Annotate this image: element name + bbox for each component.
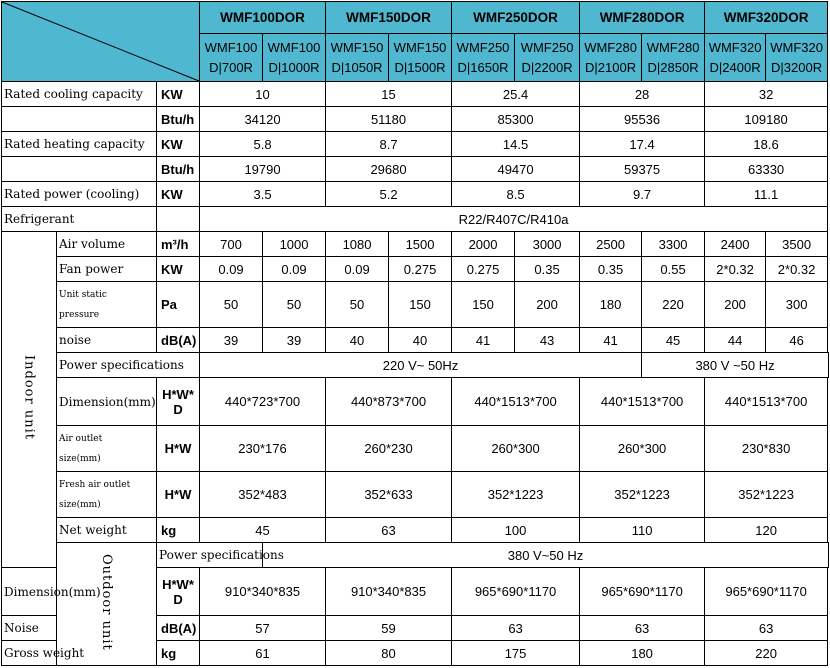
fresh-air-outlet-2: 352*1223 xyxy=(452,472,580,518)
noise-9: 46 xyxy=(766,328,828,353)
fan-power-4: 0.275 xyxy=(452,257,515,282)
fan-power-1: 0.09 xyxy=(263,257,326,282)
static-pressure-1: 50 xyxy=(263,282,326,328)
static-pressure-unit: Pa xyxy=(157,282,200,328)
cooling-unit-btu: Btu/h xyxy=(157,107,200,132)
heating-btu-0: 19790 xyxy=(200,157,326,182)
fan-power-8: 2*0.32 xyxy=(705,257,766,282)
indoor-dimension-4: 440*1513*700 xyxy=(705,378,828,426)
cooling-btu-1: 51180 xyxy=(326,107,452,132)
indoor-dimension-0: 440*723*700 xyxy=(200,378,326,426)
indoor-dimension-unit: H*W* D xyxy=(157,378,200,426)
cooling-btu-0: 34120 xyxy=(200,107,326,132)
air-volume-8: 2400 xyxy=(705,232,766,257)
submodel-header-8: WMF320 D|2400R xyxy=(705,34,766,82)
heating-btu-1: 29680 xyxy=(326,157,452,182)
static-pressure-0: 50 xyxy=(200,282,263,328)
net-weight-unit: kg xyxy=(157,518,200,543)
power-unit: KW xyxy=(157,182,200,207)
power-label: Rated power (cooling) xyxy=(2,182,157,207)
net-weight-0: 45 xyxy=(200,518,326,543)
noise-6: 41 xyxy=(580,328,642,353)
submodel-header-7: WMF280 D|2850R xyxy=(642,34,705,82)
outdoor-noise-4: 63 xyxy=(705,616,828,641)
noise-4: 41 xyxy=(452,328,515,353)
net-weight-4: 120 xyxy=(705,518,828,543)
cooling-kw-4: 32 xyxy=(705,82,828,107)
heating-kw-3: 17.4 xyxy=(580,132,705,157)
heating-label-blank xyxy=(2,157,157,182)
heating-kw-4: 18.6 xyxy=(705,132,828,157)
submodel-header-0: WMF100 D|700R xyxy=(200,34,263,82)
outdoor-noise-3: 63 xyxy=(580,616,705,641)
fan-power-label: Fan power xyxy=(57,257,157,282)
gross-weight-unit: kg xyxy=(157,641,200,666)
air-volume-unit: m³/h xyxy=(157,232,200,257)
air-volume-1: 1000 xyxy=(263,232,326,257)
submodel-header-9: WMF320 D|3200R xyxy=(766,34,828,82)
indoor-unit-group-label: Indoor unit xyxy=(2,232,57,568)
model-header-2: WMF250DOR xyxy=(452,2,580,34)
power-value-2: 8.5 xyxy=(452,182,580,207)
refrigerant-label: Refrigerant xyxy=(2,207,157,232)
outdoor-unit-group-label: Outdoor unit xyxy=(57,543,157,666)
heating-btu-3: 59375 xyxy=(580,157,705,182)
model-header-3: WMF280DOR xyxy=(580,2,705,34)
outdoor-dimension-unit: H*W* D xyxy=(157,568,200,616)
power-value-4: 11.1 xyxy=(705,182,828,207)
submodel-header-2: WMF150 D|1050R xyxy=(326,34,389,82)
cooling-btu-3: 95536 xyxy=(580,107,705,132)
air-volume-5: 3000 xyxy=(515,232,580,257)
fresh-air-outlet-4: 352*1223 xyxy=(705,472,828,518)
outdoor-dimension-label: Dimension(mm) xyxy=(2,568,57,616)
outdoor-dimension-4: 965*690*1170 xyxy=(705,568,828,616)
air-outlet-2: 260*300 xyxy=(452,426,580,472)
gross-weight-4: 220 xyxy=(705,641,828,666)
noise-0: 39 xyxy=(200,328,263,353)
indoor-dimension-1: 440*873*700 xyxy=(326,378,452,426)
fresh-air-outlet-0: 352*483 xyxy=(200,472,326,518)
heating-btu-4: 63330 xyxy=(705,157,828,182)
fan-power-3: 0.275 xyxy=(389,257,452,282)
cooling-label: Rated cooling capacity xyxy=(2,82,157,107)
net-weight-label: Net weight xyxy=(57,518,157,543)
air-outlet-4: 230*830 xyxy=(705,426,828,472)
gross-weight-3: 180 xyxy=(580,641,705,666)
heating-kw-2: 14.5 xyxy=(452,132,580,157)
static-pressure-9: 300 xyxy=(766,282,828,328)
static-pressure-6: 180 xyxy=(580,282,642,328)
outdoor-dimension-2: 965*690*1170 xyxy=(452,568,580,616)
cooling-kw-1: 15 xyxy=(326,82,452,107)
refrigerant-value: R22/R407C/R410a xyxy=(200,207,828,232)
submodel-header-4: WMF250 D|1650R xyxy=(452,34,515,82)
outdoor-noise-1: 59 xyxy=(326,616,452,641)
fresh-air-outlet-3: 352*1223 xyxy=(580,472,705,518)
refrigerant-unit-blank xyxy=(157,207,200,232)
power-value-3: 9.7 xyxy=(580,182,705,207)
indoor-dimension-3: 440*1513*700 xyxy=(580,378,705,426)
static-pressure-2: 50 xyxy=(326,282,389,328)
heating-label: Rated heating capacity xyxy=(2,132,157,157)
air-volume-4: 2000 xyxy=(452,232,515,257)
fan-power-0: 0.09 xyxy=(200,257,263,282)
fresh-air-outlet-unit: H*W xyxy=(157,472,200,518)
header-corner-cell xyxy=(2,2,200,82)
air-volume-0: 700 xyxy=(200,232,263,257)
noise-3: 40 xyxy=(389,328,452,353)
heating-unit-kw: KW xyxy=(157,132,200,157)
indoor-dimension-2: 440*1513*700 xyxy=(452,378,580,426)
noise-7: 45 xyxy=(642,328,705,353)
static-pressure-7: 220 xyxy=(642,282,705,328)
outdoor-noise-2: 63 xyxy=(452,616,580,641)
submodel-header-5: WMF250 D|2200R xyxy=(515,34,580,82)
power-value-1: 5.2 xyxy=(326,182,452,207)
net-weight-3: 110 xyxy=(580,518,705,543)
cooling-label-blank xyxy=(2,107,157,132)
noise-label: noise xyxy=(57,328,157,353)
cooling-unit-kw: KW xyxy=(157,82,200,107)
cooling-kw-3: 28 xyxy=(580,82,705,107)
model-header-1: WMF150DOR xyxy=(326,2,452,34)
fan-power-6: 0.35 xyxy=(580,257,642,282)
net-weight-2: 100 xyxy=(452,518,580,543)
heating-kw-0: 5.8 xyxy=(200,132,326,157)
air-outlet-label: Air outlet size(mm) xyxy=(57,426,157,472)
outdoor-noise-unit: dB(A) xyxy=(157,616,200,641)
noise-1: 39 xyxy=(263,328,326,353)
outdoor-power-spec-value: 380 V~50 Hz xyxy=(263,543,829,568)
noise-unit: dB(A) xyxy=(157,328,200,353)
cooling-kw-0: 10 xyxy=(200,82,326,107)
submodel-header-1: WMF100 D|1000R xyxy=(263,34,326,82)
fresh-air-outlet-label: Fresh air outlet size(mm) xyxy=(57,472,157,518)
fan-power-9: 2*0.32 xyxy=(766,257,828,282)
submodel-header-6: WMF280 D|2100R xyxy=(580,34,642,82)
air-outlet-0: 230*176 xyxy=(200,426,326,472)
air-outlet-1: 260*230 xyxy=(326,426,452,472)
submodel-header-3: WMF150 D|1500R xyxy=(389,34,452,82)
air-volume-6: 2500 xyxy=(580,232,642,257)
air-volume-label: Air volume xyxy=(57,232,157,257)
diagonal-divider xyxy=(2,2,199,81)
cooling-btu-4: 109180 xyxy=(705,107,828,132)
outdoor-noise-0: 57 xyxy=(200,616,326,641)
outdoor-noise-label: Noise xyxy=(2,616,57,641)
indoor-power-spec-220: 220 V~ 50Hz xyxy=(200,353,642,378)
heating-btu-2: 49470 xyxy=(452,157,580,182)
air-volume-2: 1080 xyxy=(326,232,389,257)
cooling-kw-2: 25.4 xyxy=(452,82,580,107)
static-pressure-label: Unit static pressure xyxy=(57,282,157,328)
air-volume-9: 3500 xyxy=(766,232,828,257)
gross-weight-0: 61 xyxy=(200,641,326,666)
cooling-btu-2: 85300 xyxy=(452,107,580,132)
static-pressure-5: 200 xyxy=(515,282,580,328)
outdoor-dimension-3: 965*690*1170 xyxy=(580,568,705,616)
heating-unit-btu: Btu/h xyxy=(157,157,200,182)
air-volume-3: 1500 xyxy=(389,232,452,257)
fan-power-unit: KW xyxy=(157,257,200,282)
fan-power-2: 0.09 xyxy=(326,257,389,282)
indoor-power-spec-label: Power specifications xyxy=(57,353,200,378)
power-value-0: 3.5 xyxy=(200,182,326,207)
heating-kw-1: 8.7 xyxy=(326,132,452,157)
indoor-power-spec-380: 380 V ~50 Hz xyxy=(642,353,829,378)
spec-table xyxy=(1,1,829,666)
static-pressure-8: 200 xyxy=(705,282,766,328)
gross-weight-2: 175 xyxy=(452,641,580,666)
gross-weight-1: 80 xyxy=(326,641,452,666)
noise-5: 43 xyxy=(515,328,580,353)
gross-weight-label: Gross weight xyxy=(2,641,57,666)
air-outlet-3: 260*300 xyxy=(580,426,705,472)
outdoor-dimension-0: 910*340*835 xyxy=(200,568,326,616)
model-header-4: WMF320DOR xyxy=(705,2,828,34)
outdoor-power-spec-label: Power specifications xyxy=(157,543,263,568)
model-header-0: WMF100DOR xyxy=(200,2,326,34)
noise-8: 44 xyxy=(705,328,766,353)
fresh-air-outlet-1: 352*633 xyxy=(326,472,452,518)
static-pressure-3: 150 xyxy=(389,282,452,328)
fan-power-7: 0.55 xyxy=(642,257,705,282)
air-volume-7: 3300 xyxy=(642,232,705,257)
fan-power-5: 0.35 xyxy=(515,257,580,282)
net-weight-1: 63 xyxy=(326,518,452,543)
air-outlet-unit: H*W xyxy=(157,426,200,472)
static-pressure-4: 150 xyxy=(452,282,515,328)
indoor-dimension-label: Dimension(mm) xyxy=(57,378,157,426)
outdoor-dimension-1: 910*340*835 xyxy=(326,568,452,616)
noise-2: 40 xyxy=(326,328,389,353)
